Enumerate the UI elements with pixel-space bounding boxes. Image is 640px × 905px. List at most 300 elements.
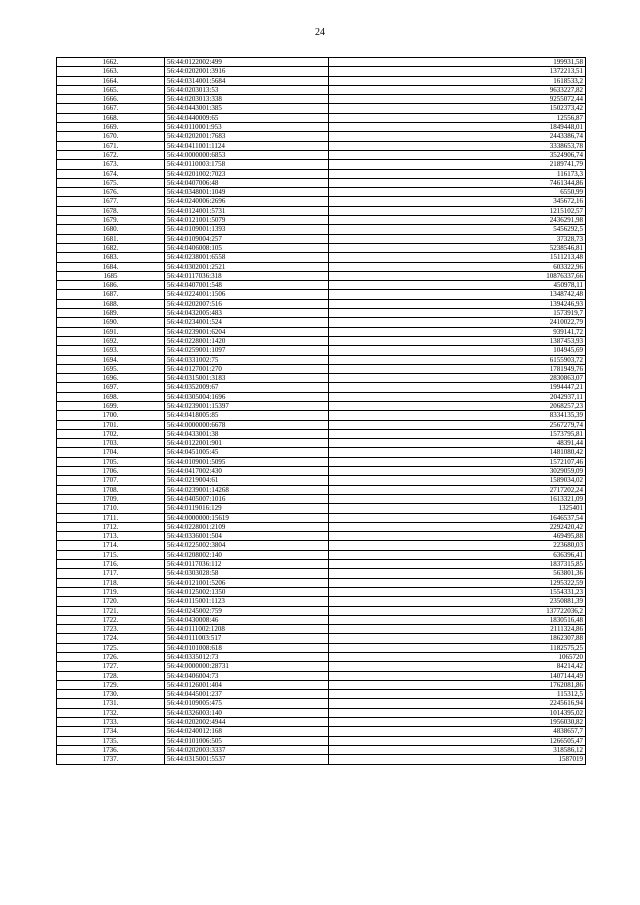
table-row <box>57 420 586 429</box>
table-row <box>57 708 586 717</box>
value-cell: 104945,69 <box>329 346 586 355</box>
table-row <box>57 225 586 234</box>
table-row <box>57 467 586 476</box>
table-row <box>57 104 586 113</box>
cadastral-number-cell: 56:44:0303028:58 <box>165 569 329 578</box>
row-number-cell: 1683. <box>57 253 165 262</box>
row-number-cell: 1676. <box>57 188 165 197</box>
cadastral-number-cell: 56:44:0348001:1049 <box>165 188 329 197</box>
value-cell: 2350881,39 <box>329 597 586 606</box>
row-number-cell: 1691. <box>57 327 165 336</box>
value-cell: 1762081,86 <box>329 680 586 689</box>
cadastral-number-cell: 56:44:0109004:257 <box>165 234 329 243</box>
row-number-cell: 1672. <box>57 150 165 159</box>
value-cell: 2443386,74 <box>329 132 586 141</box>
value-cell: 1348742,48 <box>329 290 586 299</box>
cadastral-number-cell: 56:44:0110003:1758 <box>165 160 329 169</box>
table-row <box>57 755 586 764</box>
table-row <box>57 718 586 727</box>
table-row <box>57 476 586 485</box>
table-row <box>57 132 586 141</box>
table-row <box>57 643 586 652</box>
cadastral-number-cell: 56:44:0121001:5079 <box>165 216 329 225</box>
value-cell: 1573919,7 <box>329 309 586 318</box>
table-row <box>57 587 586 596</box>
table-row <box>57 439 586 448</box>
row-number-cell: 1699. <box>57 401 165 410</box>
page-number: 24 <box>315 27 325 38</box>
table-row <box>57 178 586 187</box>
row-number-cell: 1712. <box>57 522 165 531</box>
row-number-cell: 1719. <box>57 587 165 596</box>
row-number-cell: 1727. <box>57 662 165 671</box>
cadastral-number-cell: 56:44:0111003:517 <box>165 634 329 643</box>
value-cell: 5238546,81 <box>329 243 586 252</box>
table-row <box>57 290 586 299</box>
value-cell: 199931,58 <box>329 58 586 67</box>
value-cell: 48391,44 <box>329 439 586 448</box>
cadastral-number-cell: 56:44:0122001:901 <box>165 439 329 448</box>
cadastral-number-cell: 56:44:0111002:1208 <box>165 625 329 634</box>
cadastral-number-cell: 56:44:0314001:5684 <box>165 76 329 85</box>
cadastral-number-cell: 56:44:0000000:6853 <box>165 150 329 159</box>
row-number-cell: 1707. <box>57 476 165 485</box>
value-cell: 6550,99 <box>329 188 586 197</box>
value-cell: 1325401 <box>329 504 586 513</box>
cadastral-number-cell: 56:44:0201002:7023 <box>165 169 329 178</box>
cadastral-number-cell: 56:44:0121001:5206 <box>165 578 329 587</box>
table-row <box>57 494 586 503</box>
row-number-cell: 1715. <box>57 550 165 559</box>
table-row <box>57 299 586 308</box>
row-number-cell: 1697. <box>57 383 165 392</box>
row-number-cell: 1690. <box>57 318 165 327</box>
table-row <box>57 606 586 615</box>
row-number-cell: 1723. <box>57 625 165 634</box>
value-cell: 1394246,93 <box>329 299 586 308</box>
value-cell: 7461344,86 <box>329 178 586 187</box>
row-number-cell: 1678. <box>57 206 165 215</box>
table-row <box>57 327 586 336</box>
table-row <box>57 513 586 522</box>
cadastral-number-cell: 56:44:0117036:112 <box>165 560 329 569</box>
value-cell: 37328,73 <box>329 234 586 243</box>
cadastral-number-cell: 56:44:0202001:7683 <box>165 132 329 141</box>
row-number-cell: 1693. <box>57 346 165 355</box>
value-cell: 1613321,09 <box>329 494 586 503</box>
cadastral-number-cell: 56:44:0127001:270 <box>165 364 329 373</box>
table-row <box>57 58 586 67</box>
value-cell: 84214,42 <box>329 662 586 671</box>
value-cell: 1387453,93 <box>329 336 586 345</box>
cadastral-number-cell: 56:44:0326003:140 <box>165 708 329 717</box>
value-cell: 2410022,79 <box>329 318 586 327</box>
value-cell: 1830516,48 <box>329 615 586 624</box>
cadastral-number-cell: 56:44:0352009:67 <box>165 383 329 392</box>
table-row <box>57 364 586 373</box>
cadastral-number-cell: 56:44:0417002:430 <box>165 467 329 476</box>
table-row <box>57 532 586 541</box>
value-cell: 1994447,21 <box>329 383 586 392</box>
value-cell: 1849448,01 <box>329 123 586 132</box>
table-row <box>57 597 586 606</box>
table-row <box>57 216 586 225</box>
value-cell: 345672,16 <box>329 197 586 206</box>
table-row <box>57 197 586 206</box>
row-number-cell: 1726. <box>57 653 165 662</box>
cadastral-number-cell: 56:44:0225002:3804 <box>165 541 329 550</box>
row-number-cell: 1705. <box>57 457 165 466</box>
table-row <box>57 615 586 624</box>
row-number-cell: 1708. <box>57 485 165 494</box>
value-cell: 12556,87 <box>329 113 586 122</box>
row-number-cell: 1662. <box>57 58 165 67</box>
table-row <box>57 671 586 680</box>
cadastral-number-cell: 56:44:0125002:1350 <box>165 587 329 596</box>
value-cell: 636396,41 <box>329 550 586 559</box>
table-row <box>57 634 586 643</box>
value-cell: 450978,11 <box>329 281 586 290</box>
table-row <box>57 448 586 457</box>
cadastral-number-cell: 56:44:0240012:168 <box>165 727 329 736</box>
cadastral-number-cell: 56:44:0335012:73 <box>165 653 329 662</box>
cadastral-number-cell: 56:44:0238001:6558 <box>165 253 329 262</box>
table-row <box>57 271 586 280</box>
row-number-cell: 1733. <box>57 718 165 727</box>
row-number-cell: 1722. <box>57 615 165 624</box>
row-number-cell: 1680. <box>57 225 165 234</box>
table-row <box>57 727 586 736</box>
table-row <box>57 336 586 345</box>
cadastral-number-cell: 56:44:0000000:28731 <box>165 662 329 671</box>
cadastral-number-cell: 56:44:0124001:5731 <box>165 206 329 215</box>
table-row <box>57 234 586 243</box>
table-row <box>57 188 586 197</box>
value-cell: 2436291,98 <box>329 216 586 225</box>
value-cell: 8334135,39 <box>329 411 586 420</box>
table-row <box>57 485 586 494</box>
row-number-cell: 1664. <box>57 76 165 85</box>
row-number-cell: 1711. <box>57 513 165 522</box>
row-number-cell: 1670. <box>57 132 165 141</box>
value-cell: 1573795,81 <box>329 429 586 438</box>
cadastral-number-cell: 56:44:0234001:524 <box>165 318 329 327</box>
table-row <box>57 95 586 104</box>
value-cell: 563801,36 <box>329 569 586 578</box>
row-number-cell: 1669. <box>57 123 165 132</box>
value-cell: 2189741,79 <box>329 160 586 169</box>
row-number-cell: 1696. <box>57 374 165 383</box>
value-cell: 1554331,23 <box>329 587 586 596</box>
value-cell: 1372213,51 <box>329 67 586 76</box>
row-number-cell: 1668. <box>57 113 165 122</box>
cadastral-number-cell: 56:44:0245002:759 <box>165 606 329 615</box>
cadastral-number-cell: 56:44:0239001:6204 <box>165 327 329 336</box>
row-number-cell: 1689. <box>57 309 165 318</box>
value-cell: 1065720 <box>329 653 586 662</box>
table-row <box>57 662 586 671</box>
value-cell: 1956030,82 <box>329 718 586 727</box>
cadastral-number-cell: 56:44:0203013:53 <box>165 85 329 94</box>
row-number-cell: 1730. <box>57 690 165 699</box>
table-row <box>57 253 586 262</box>
row-number-cell: 1701. <box>57 420 165 429</box>
row-number-cell: 1724. <box>57 634 165 643</box>
value-cell: 2245616,94 <box>329 699 586 708</box>
table-row <box>57 550 586 559</box>
row-number-cell: 1674. <box>57 169 165 178</box>
row-number-cell: 1716. <box>57 560 165 569</box>
value-cell: 223680,03 <box>329 541 586 550</box>
row-number-cell: 1682. <box>57 243 165 252</box>
row-number-cell: 1702. <box>57 429 165 438</box>
cadastral-number-cell: 56:44:0228001:1420 <box>165 336 329 345</box>
cadastral-number-cell: 56:44:0115001:1123 <box>165 597 329 606</box>
table-row <box>57 522 586 531</box>
value-cell: 3338653,78 <box>329 141 586 150</box>
table-row <box>57 569 586 578</box>
table-row <box>57 392 586 401</box>
table-row <box>57 383 586 392</box>
row-number-cell: 1717. <box>57 569 165 578</box>
row-number-cell: 1686. <box>57 281 165 290</box>
table-row <box>57 141 586 150</box>
value-cell: 1215102,57 <box>329 206 586 215</box>
cadastral-number-cell: 56:44:0202007:516 <box>165 299 329 308</box>
table-row <box>57 411 586 420</box>
value-cell: 469495,88 <box>329 532 586 541</box>
table-row <box>57 680 586 689</box>
row-number-cell: 1671. <box>57 141 165 150</box>
row-number-cell: 1695. <box>57 364 165 373</box>
value-cell: 1182575,25 <box>329 643 586 652</box>
cadastral-number-cell: 56:44:0418005:85 <box>165 411 329 420</box>
table-body <box>57 58 586 765</box>
value-cell: 4838657,7 <box>329 727 586 736</box>
table-row <box>57 281 586 290</box>
table-row <box>57 309 586 318</box>
value-cell: 116173,3 <box>329 169 586 178</box>
row-number-cell: 1663. <box>57 67 165 76</box>
row-number-cell: 1679. <box>57 216 165 225</box>
value-cell: 2111324,86 <box>329 625 586 634</box>
cadastral-number-cell: 56:44:0101008:618 <box>165 643 329 652</box>
cadastral-number-cell: 56:44:0433001:38 <box>165 429 329 438</box>
cadastral-number-cell: 56:44:0119016:129 <box>165 504 329 513</box>
value-cell: 10876337,66 <box>329 271 586 280</box>
value-cell: 1502373,42 <box>329 104 586 113</box>
value-cell: 1014395,02 <box>329 708 586 717</box>
table-row <box>57 745 586 754</box>
cadastral-number-cell: 56:44:0117036:318 <box>165 271 329 280</box>
row-number-cell: 1731. <box>57 699 165 708</box>
row-number-cell: 1725. <box>57 643 165 652</box>
cadastral-number-cell: 56:44:0411001:1124 <box>165 141 329 150</box>
table-row <box>57 355 586 364</box>
cadastral-number-cell: 56:44:0407006:48 <box>165 178 329 187</box>
cadastral-number-cell: 56:44:0203013:338 <box>165 95 329 104</box>
table-row <box>57 429 586 438</box>
table-row <box>57 123 586 132</box>
value-cell: 1781949,76 <box>329 364 586 373</box>
row-number-cell: 1704. <box>57 448 165 457</box>
value-cell: 2567279,74 <box>329 420 586 429</box>
cadastral-number-cell: 56:44:0122002:499 <box>165 58 329 67</box>
cadastral-number-cell: 56:44:0109001:5095 <box>165 457 329 466</box>
value-cell: 1862307,88 <box>329 634 586 643</box>
cadastral-number-cell: 56:44:0126001:404 <box>165 680 329 689</box>
table-row <box>57 169 586 178</box>
cadastral-number-cell: 56:44:0336001:504 <box>165 532 329 541</box>
table-row <box>57 374 586 383</box>
table-row <box>57 346 586 355</box>
row-number-cell: 1714. <box>57 541 165 550</box>
row-number-cell: 1732. <box>57 708 165 717</box>
table-row <box>57 690 586 699</box>
cadastral-number-cell: 56:44:0000000:6678 <box>165 420 329 429</box>
value-cell: 1587019 <box>329 755 586 764</box>
cadastral-number-cell: 56:44:0101006:505 <box>165 736 329 745</box>
cadastral-number-cell: 56:44:0302001:2521 <box>165 262 329 271</box>
row-number-cell: 1675. <box>57 178 165 187</box>
value-cell: 1295322,59 <box>329 578 586 587</box>
value-cell: 9255072,44 <box>329 95 586 104</box>
table-row <box>57 67 586 76</box>
row-number-cell: 1713. <box>57 532 165 541</box>
table-row <box>57 457 586 466</box>
cadastral-number-cell: 56:44:0331002:75 <box>165 355 329 364</box>
value-cell: 1837315,85 <box>329 560 586 569</box>
cadastral-number-cell: 56:44:0440009:65 <box>165 113 329 122</box>
table-row <box>57 699 586 708</box>
row-number-cell: 1720. <box>57 597 165 606</box>
cadastral-number-cell: 56:44:0406004:73 <box>165 671 329 680</box>
cadastral-number-cell: 56:44:0240006:2696 <box>165 197 329 206</box>
row-number-cell: 1703. <box>57 439 165 448</box>
cadastral-number-cell: 56:44:0202001:3916 <box>165 67 329 76</box>
table-row <box>57 262 586 271</box>
table-row <box>57 76 586 85</box>
row-number-cell: 1706. <box>57 467 165 476</box>
cadastral-number-cell: 56:44:0224001:1506 <box>165 290 329 299</box>
row-number-cell: 1736. <box>57 745 165 754</box>
row-number-cell: 1667. <box>57 104 165 113</box>
value-cell: 1646537,54 <box>329 513 586 522</box>
value-cell: 2292420,42 <box>329 522 586 531</box>
cadastral-number-cell: 56:44:0315001:5537 <box>165 755 329 764</box>
row-number-cell: 1698. <box>57 392 165 401</box>
row-number-cell: 1721. <box>57 606 165 615</box>
row-number-cell: 1700. <box>57 411 165 420</box>
row-number-cell: 1688. <box>57 299 165 308</box>
table-row <box>57 85 586 94</box>
row-number-cell: 1677. <box>57 197 165 206</box>
row-number-cell: 1684. <box>57 262 165 271</box>
row-number-cell: 1685 <box>57 271 165 280</box>
value-cell: 137722036,2 <box>329 606 586 615</box>
value-cell: 1589034,02 <box>329 476 586 485</box>
cadastral-number-cell: 56:44:0451005:45 <box>165 448 329 457</box>
value-cell: 939141,72 <box>329 327 586 336</box>
row-number-cell: 1681. <box>57 234 165 243</box>
row-number-cell: 1673. <box>57 160 165 169</box>
value-cell: 1407144,49 <box>329 671 586 680</box>
value-cell: 318586,12 <box>329 745 586 754</box>
row-number-cell: 1729. <box>57 680 165 689</box>
cadastral-number-cell: 56:44:0315001:3183 <box>165 374 329 383</box>
cadastral-number-cell: 56:44:0305004:1696 <box>165 392 329 401</box>
value-cell: 9633227,82 <box>329 85 586 94</box>
cadastral-number-cell: 56:44:0208002:140 <box>165 550 329 559</box>
row-number-cell: 1718. <box>57 578 165 587</box>
table-row <box>57 560 586 569</box>
cadastral-number-cell: 56:44:0000000:15619 <box>165 513 329 522</box>
row-number-cell: 1694. <box>57 355 165 364</box>
value-cell: 2068257,23 <box>329 401 586 410</box>
value-cell: 1266505,47 <box>329 736 586 745</box>
value-cell: 1511213,48 <box>329 253 586 262</box>
table-row <box>57 318 586 327</box>
cadastral-number-cell: 56:44:0202002:4944 <box>165 718 329 727</box>
cadastral-number-cell: 56:44:0445001:237 <box>165 690 329 699</box>
table-row <box>57 113 586 122</box>
value-cell: 6155903,72 <box>329 355 586 364</box>
cadastral-number-cell: 56:44:0239001:15397 <box>165 401 329 410</box>
table-row <box>57 736 586 745</box>
cadastral-number-cell: 56:44:0405007:1016 <box>165 494 329 503</box>
cadastral-number-cell: 56:44:0202003:3337 <box>165 745 329 754</box>
cadastral-number-cell: 56:44:0110001:953 <box>165 123 329 132</box>
cadastral-number-cell: 56:44:0219004:61 <box>165 476 329 485</box>
value-cell: 1572107,46 <box>329 457 586 466</box>
table-row <box>57 504 586 513</box>
table-row <box>57 625 586 634</box>
value-cell: 2042937,11 <box>329 392 586 401</box>
value-cell: 3524906,74 <box>329 150 586 159</box>
cadastral-number-cell: 56:44:0406008:105 <box>165 243 329 252</box>
row-number-cell: 1692. <box>57 336 165 345</box>
table-row <box>57 541 586 550</box>
row-number-cell: 1734. <box>57 727 165 736</box>
table-row <box>57 206 586 215</box>
row-number-cell: 1709. <box>57 494 165 503</box>
cadastral-number-cell: 56:44:0239001:14268 <box>165 485 329 494</box>
row-number-cell: 1710. <box>57 504 165 513</box>
value-cell: 5456292,5 <box>329 225 586 234</box>
table-row <box>57 160 586 169</box>
table-row <box>57 578 586 587</box>
value-cell: 1618533,2 <box>329 76 586 85</box>
cadastral-number-cell: 56:44:0430008:46 <box>165 615 329 624</box>
row-number-cell: 1728. <box>57 671 165 680</box>
cadastral-number-cell: 56:44:0109001:1393 <box>165 225 329 234</box>
table-row <box>57 243 586 252</box>
value-cell: 2830863,07 <box>329 374 586 383</box>
row-number-cell: 1737. <box>57 755 165 764</box>
cadastral-number-cell: 56:44:0228001:2109 <box>165 522 329 531</box>
row-number-cell: 1666. <box>57 95 165 104</box>
row-number-cell: 1665. <box>57 85 165 94</box>
value-cell: 603322,96 <box>329 262 586 271</box>
row-number-cell: 1687. <box>57 290 165 299</box>
cadastral-number-cell: 56:44:0432005:483 <box>165 309 329 318</box>
row-number-cell: 1735. <box>57 736 165 745</box>
cadastral-number-cell: 56:44:0443001:385 <box>165 104 329 113</box>
cadastral-number-cell: 56:44:0259001:1097 <box>165 346 329 355</box>
table-row <box>57 401 586 410</box>
value-cell: 2717202,24 <box>329 485 586 494</box>
cadastral-number-cell: 56:44:0109005:475 <box>165 699 329 708</box>
